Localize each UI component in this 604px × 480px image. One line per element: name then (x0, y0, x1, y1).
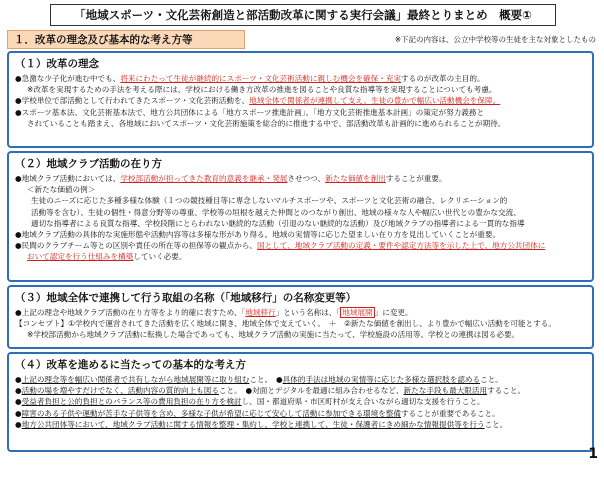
text-line: ＜新たな価値の例＞ (27, 185, 96, 195)
box-basic-approach (7, 352, 594, 452)
text-line: ※改革を実現するための手法を考える際には、学校における働き方改革の推進を図ることや良質な指導等を実現することについても考慮。 (27, 85, 497, 95)
scope-note: ※下記の内容は、公立中学校等の生徒を主な対象としたもの (394, 35, 596, 44)
text-line: ●スポーツ基本法、文化芸術基本法で、地方公共団体による「地方スポーツ推進計画」、「地方文化芸術推進基本計画」の策定が努力義務と (15, 107, 485, 117)
text-line: ●民間のクラブチーム等との区別や責任の所在等の担保等の観点から、国として、地域クラブ活動の定義・要件や認定方法等を示した上で、地方公共団体に (15, 241, 546, 251)
text-line: ●学校単位で部活動として行われてきたスポーツ・文化芸術活動を、地域全体で関係者が連携して支え、生徒の豊かで幅広い活動機会を保障。 (15, 96, 501, 106)
page-number: 1 (588, 446, 598, 462)
section-heading: １．改革の理念及び基本的な考え方等 (7, 30, 245, 49)
page-title: 「地域スポーツ・文化芸術創造と部活動改革に関する実行会議」最終とりまとめ 概要① (50, 4, 556, 26)
text-line: ●障害のある子供や運動が苦手な子供等を含め、多様な子供が希望に応じて安心して活動に参加できる環境を整備することが重要であること。 (15, 408, 500, 418)
text-line: 【コンセプト】①学校内で運営されてきた活動を広く地域に開き、地域全体で支えていく。 ＋ ②新たな価値を創出し、より豊かで幅広い活動を可能とする。 (15, 319, 556, 329)
text-line: おいて認定を行う仕組みを構築していく必要。 (27, 252, 187, 262)
text-line: ●上記の理念や地域クラブ活動の在り方等をより的確に表すため、「地域移行」という名称は、「 地域展開 」に変更。 (15, 308, 413, 317)
box-heading: （１）改革の理念 (15, 58, 99, 70)
box-community-club (7, 151, 594, 282)
box-naming (7, 285, 594, 349)
text-line: ●上記の理念等を幅広い関係者で共有しながら地域展開等に取り組むこと。 ●具体的手法は地域の実情等に応じた多様な選択肢を認めること。 (15, 375, 503, 384)
text-line: 活動等を含む）、生徒の個性・得意分野等の尊重、学校等の垣根を越えた仲間とのつながり創出、地域の様々な人や幅広い世代との豊かな交流、 (31, 207, 521, 217)
text-line: ●活動の場を増やすだけでなく、活動内容の質的向上も図ること。 ●対面とデジタルを最適に組み合わせるなど、新たな手段も最大限活用すること。 (15, 386, 526, 396)
text-line: 生徒のニーズに応じた多種多様な体験（１つの競技種目等に専念しないマルチスポーツや、スポーツと文化芸術の融合、レクリエーション的 (31, 196, 508, 206)
text-line: 適切な指導者による良質な指導、学校段階にとらわれない継続的な活動（引退のない継続的な活動）及び地域クラブの指導者による一貫的な指導 (31, 218, 525, 228)
text-line: ●急激な少子化が進む中でも、将来にわたって生徒が継続的にスポーツ・文化芸術活動に親しむ機会を確保・充実するのが改革の主目的。 (15, 74, 485, 83)
new-name-highlight: 地域展開 (342, 308, 373, 317)
text-line: ●地方公共団体等において、地域クラブ活動に関する情報を整理・集約し、学校と連携して、生徒・保護者にきめ細かな情報提供等を行うこと。 (15, 419, 508, 429)
box-heading: （２）地域クラブ活動の在り方 (15, 158, 162, 170)
box-heading: （３）地域全体で連携して行う取組の名称（「地域移行」の名称変更等） (15, 292, 357, 304)
text-line: されていることも踏まえ、各地域においてスポーツ・文化芸術施策を総合的に推進する中で、部活動改革も計画的に進められることが期待。 (27, 118, 506, 128)
box-heading: （４）改革を進めるに当たっての基本的な考え方 (15, 359, 246, 371)
text-line: ●地域クラブ活動の具体的な実施形態や活動内容等は多様な形があり得る。地域の実情等に応じた望ましい在り方を見出していくことが重要。 (15, 230, 501, 240)
text-line: ●受益者負担と公的負担とのバランス等の費用負担の在り方を検討し、国・都道府県・市区町村が支え合いながら適切な支援を行うこと。 (15, 397, 485, 407)
text-line: ※学校部活動から地域クラブ活動に転換した場合であっても、地域クラブ活動の実施に当たって、学校施設の活用等、学校との連携は図る必要。 (27, 330, 520, 340)
box-reform-philosophy (7, 51, 594, 148)
text-line: ●地域クラブ活動においては、学校部活動が担ってきた教育的意義を継承・発展させつつ、新たな価値を創出することが重要。 (15, 174, 447, 183)
